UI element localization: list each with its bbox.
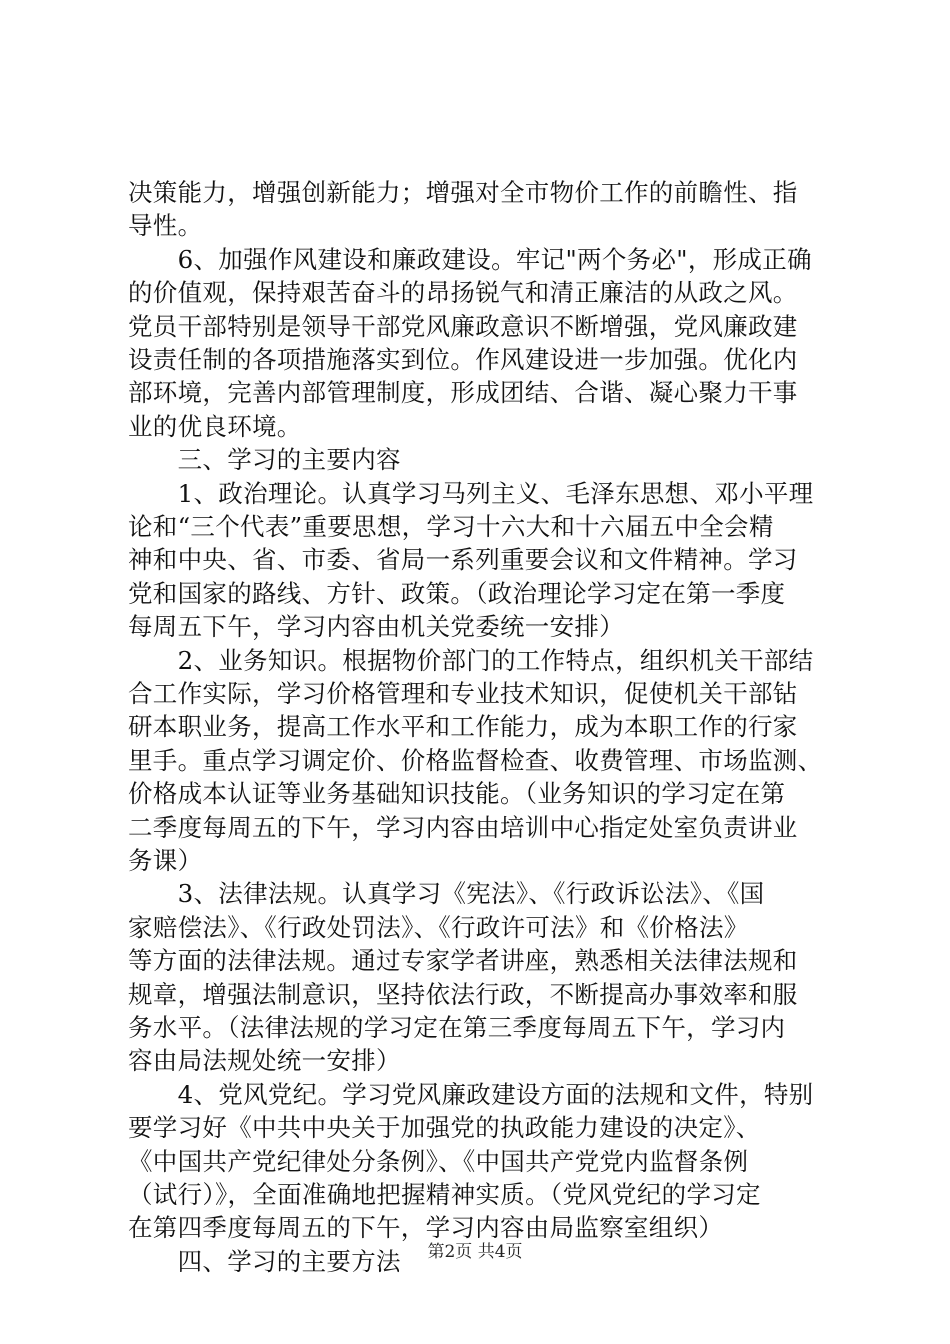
text-line: 价格成本认证等业务基础知识技能。（业务知识的学习定在第: [128, 779, 786, 809]
text-line: 业的优良环境。: [128, 411, 302, 441]
text-line: 神和中央、省、市委、省局一系列重要会议和文件精神。学习: [128, 545, 798, 575]
text-line: 3、法律法规。认真学习《宪法》、《行政诉讼法》、《国: [128, 879, 765, 909]
text-line: 四、学习的主要方法: [128, 1246, 401, 1276]
text-line: 容由局法规处统一安排）: [128, 1046, 401, 1076]
text-line: 务课）: [128, 846, 203, 875]
text-line: 里手。重点学习调定价、价格监督检查、收费管理、市场监测、: [128, 745, 823, 775]
text-line: 决策能力，增强创新能力；增强对全市物价工作的前瞻性、指: [128, 178, 798, 207]
text-line: 6、加强作风建设和廉政建设。牢记"两个务必"，形成正确: [128, 244, 812, 274]
text-line: 三、学习的主要内容: [128, 445, 401, 475]
text-line: 家赔偿法》、《行政处罚法》、《行政许可法》和《价格法》: [128, 912, 749, 942]
text-line: （试行）》，全面准确地把握精神实质。（党风党纪的学习定: [128, 1180, 761, 1209]
text-line: 党和国家的路线、方针、政策。（政治理论学习定在第一季度: [128, 578, 786, 608]
text-line: 的价值观，保持艰苦奋斗的昂扬锐气和清正廉洁的从政之风。: [128, 278, 798, 308]
page-footer: 第2页 共4页: [427, 1242, 523, 1262]
text-line: 党员干部特别是领导干部党风廉政意识不断增强，党风廉政建: [128, 311, 798, 341]
text-line: 规章，增强法制意识，坚持依法行政，不断提高办事效率和服: [128, 979, 798, 1009]
text-line: 部环境，完善内部管理制度，形成团结、合谐、凝心聚力干事: [128, 378, 798, 408]
text-line: 每周五下午，学习内容由机关党委统一安排）: [128, 612, 624, 642]
text-line: 二季度每周五的下午，学习内容由培训中心指定处室负责讲业: [128, 812, 798, 842]
text-line: 《中国共产党纪律处分条例》、《中国共产党党内监督条例: [128, 1146, 749, 1176]
text-line: 要学习好《中共中央关于加强党的执政能力建设的决定》、: [128, 1113, 761, 1143]
text-line: 在第四季度每周五的下午，学习内容由局监察室组织）: [128, 1213, 724, 1243]
text-line: 务水平。（法律法规的学习定在第三季度每周五下午，学习内: [128, 1013, 786, 1042]
text-line: 导性。: [128, 211, 203, 241]
text-line: 合工作实际，学习价格管理和专业技术知识，促使机关干部钻: [128, 679, 798, 708]
text-line: 设责任制的各项措施落实到位。作风建设进一步加强。优化内: [128, 345, 798, 374]
text-line: 等方面的法律法规。通过专家学者讲座，熟悉相关法律法规和: [128, 946, 798, 976]
text-line: 研本职业务，提高工作水平和工作能力，成为本职工作的行家: [128, 712, 798, 742]
text-line: 2、业务知识。根据物价部门的工作特点，组织机关干部结: [128, 645, 814, 675]
text-line: 1、政治理论。认真学习马列主义、毛泽东思想、邓小平理: [128, 478, 814, 508]
text-line: 4、党风党纪。学习党风廉政建设方面的法规和文件，特别: [128, 1079, 814, 1109]
text-line: 论和“三个代表”重要思想，学习十六大和十六届五中全会精: [128, 512, 774, 541]
